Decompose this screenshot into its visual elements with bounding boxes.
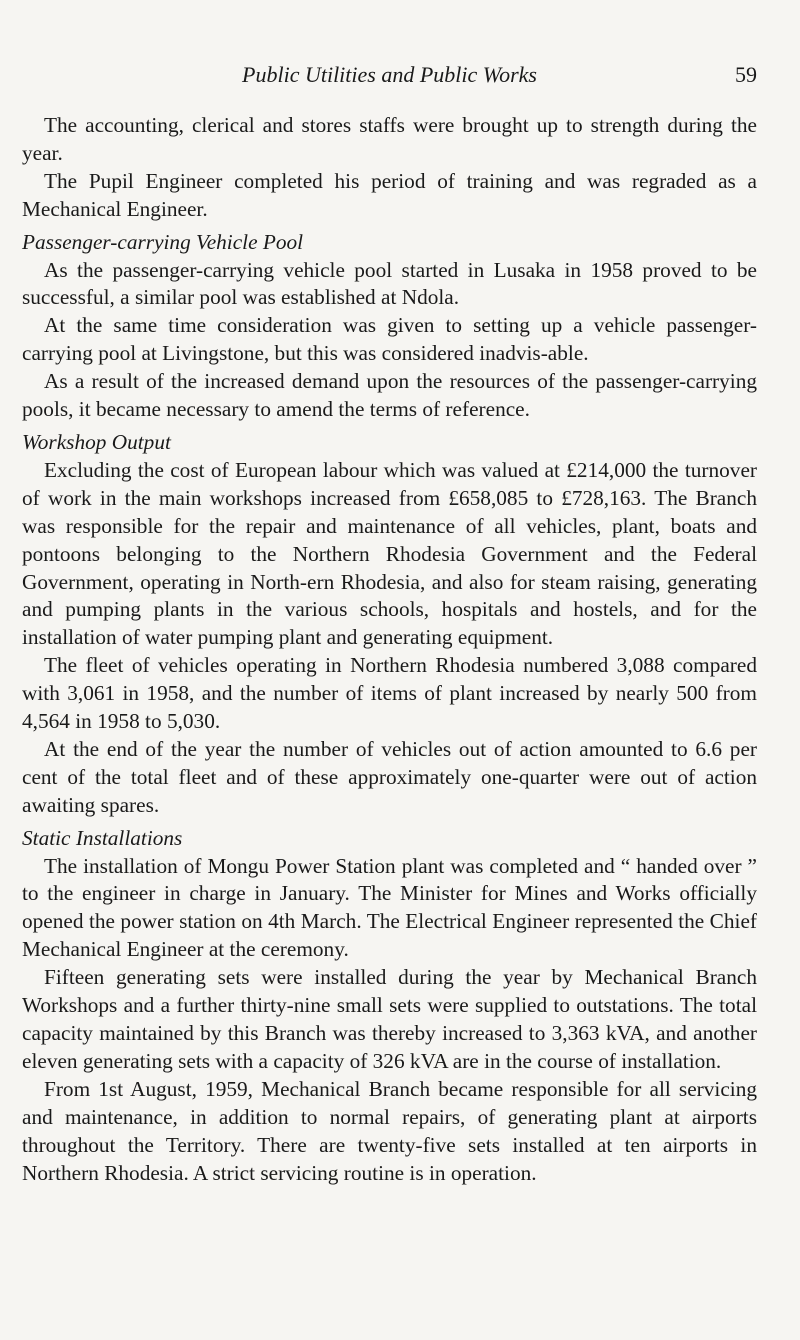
- paragraph-static-2: Fifteen generating sets were installed during the year by Mechanical Branch Workshops and a further thirty-nine small sets were supplied to outstations. The total capacity maintained by this Branch was thereby increased to 3,363 kVA, and another eleven generating sets with a capacity of 326 kVA are in the course of installation.: [22, 965, 757, 1073]
- paragraph-workshop-1: Excluding the cost of European labour which was valued at £214,000 the turnover of work in the main workshops increased from £658,085 to £728,163. The Branch was responsible for the repair and maintenance of all vehicles, plant, boats and pontoons belonging to the Northern Rhodesia Government and the Federal Government, operating in North-ern Rhodesia, and also for steam raising, generating and pumping plants in the various schools, hospitals and hostels, and for the installation of water pumping plant and generating equipment.: [22, 457, 757, 650]
- heading-workshop-output: Workshop Output: [22, 429, 171, 454]
- paragraph-static-1: The installation of Mongu Power Station plant was completed and “ handed over ” to the engineer in charge in January. The Minister for Mines and Works officially opened the power station on 4th March. The Electrical Engineer represented the Chief Mechanical Engineer at the ceremony.: [22, 853, 757, 962]
- heading-static-installations: Static Installations: [22, 825, 183, 850]
- paragraph-pool-1: As the passenger-carrying vehicle pool started in Lusaka in 1958 proved to be successful, a similar pool was established at Ndola.: [22, 257, 757, 310]
- paragraph-workshop-3: At the end of the year the number of vehicles out of action amounted to 6.6 per cent of the total fleet and of these approximately one-quarter were out of action awaiting spares.: [22, 736, 757, 817]
- heading-vehicle-pool: Passenger-carrying Vehicle Pool: [22, 229, 304, 254]
- body-text: [22, 112, 757, 1187]
- running-title: Public Utilities and Public Works: [242, 62, 537, 87]
- paragraph-staff: The accounting, clerical and stores staffs were brought up to strength during the year.: [22, 113, 757, 165]
- paragraph-static-3: From 1st August, 1959, Mechanical Branch became responsible for all servicing and maintenance, in addition to normal repairs, of generating plant at airports throughout the Territory. There are twenty-five sets installed at ten airports in Northern Rhodesia. A strict servicing routine is in operation.: [22, 1076, 757, 1185]
- page-number: 59: [735, 62, 757, 87]
- running-head: [22, 62, 757, 96]
- paragraph-pool-2: At the same time consideration was given to setting up a vehicle passenger-carrying pool at Livingstone, but this was considered inadvis-able.: [22, 313, 757, 366]
- paragraph-pool-3: As a result of the increased demand upon the resources of the passenger-carrying pools, it became necessary to amend the terms of reference.: [22, 369, 757, 422]
- paragraph-pupil-engineer: The Pupil Engineer completed his period of training and was regraded as a Mechanical Engineer.: [22, 168, 757, 221]
- paragraph-workshop-2: The fleet of vehicles operating in Northern Rhodesia numbered 3,088 compared with 3,061 in 1958, and the number of items of plant increased by nearly 500 from 4,564 in 1958 to 5,030.: [22, 653, 757, 734]
